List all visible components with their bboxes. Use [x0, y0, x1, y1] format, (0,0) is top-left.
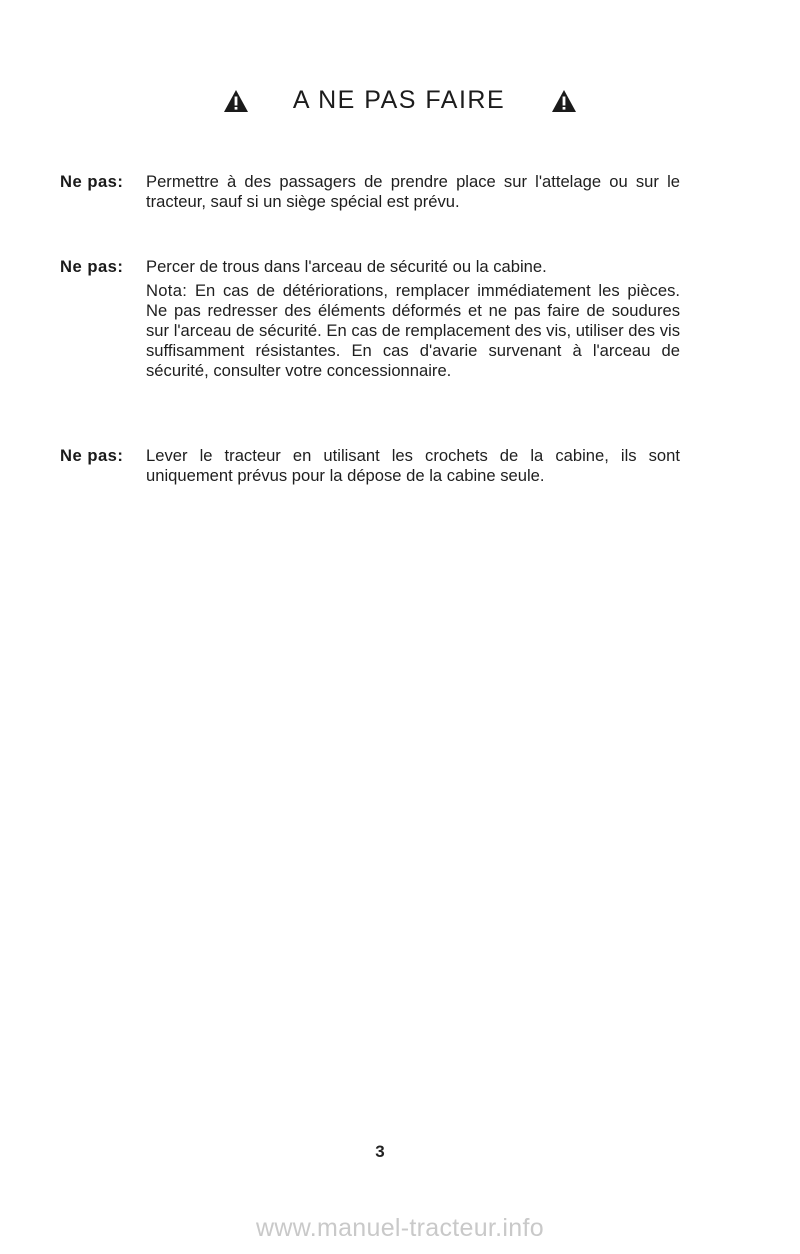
rule-note — [146, 281, 680, 381]
rule-text: Permettre à des passagers de prendre place sur l'attelage ou sur le tracteur, sauf si un siège spécial est prévu. — [146, 172, 680, 211]
warning-triangle-icon — [551, 88, 577, 114]
page-header — [0, 86, 800, 115]
rule-text: Percer de trous dans l'arceau de sécurité ou la cabine. — [146, 257, 547, 276]
note-label: Nota: — [146, 281, 188, 300]
rule-text: Lever le tracteur en utilisant les crochets de la cabine, ils sont uniquement prévus pour la dépose de la cabine seule. — [146, 446, 680, 485]
note-text: En cas de détériorations, remplacer immédiatement les pièces. Ne pas redresser des éléments déformés et ne pas faire de soudures sur l'arceau de sécurité. En cas de remplacement des vis, utiliser des vis suffisamment résistantes. En cas d'avarie survenant à l'arceau de sécurité, consulter votre concessionnaire. — [146, 281, 680, 380]
rule-item — [60, 446, 680, 486]
rule-item — [60, 172, 680, 212]
rule-label: Ne pas: — [60, 172, 124, 191]
rule-label: Ne pas: — [60, 257, 124, 276]
rule-item — [60, 257, 680, 381]
page-title: A NE PAS FAIRE — [292, 86, 506, 114]
rule-body — [146, 257, 680, 381]
rule-body — [146, 172, 680, 212]
watermark: www.manuel-tracteur.info — [256, 1214, 544, 1242]
warning-triangle-icon — [223, 88, 249, 114]
page-number: 3 — [375, 1142, 385, 1161]
rule-body — [146, 446, 680, 486]
rule-label: Ne pas: — [60, 446, 124, 465]
